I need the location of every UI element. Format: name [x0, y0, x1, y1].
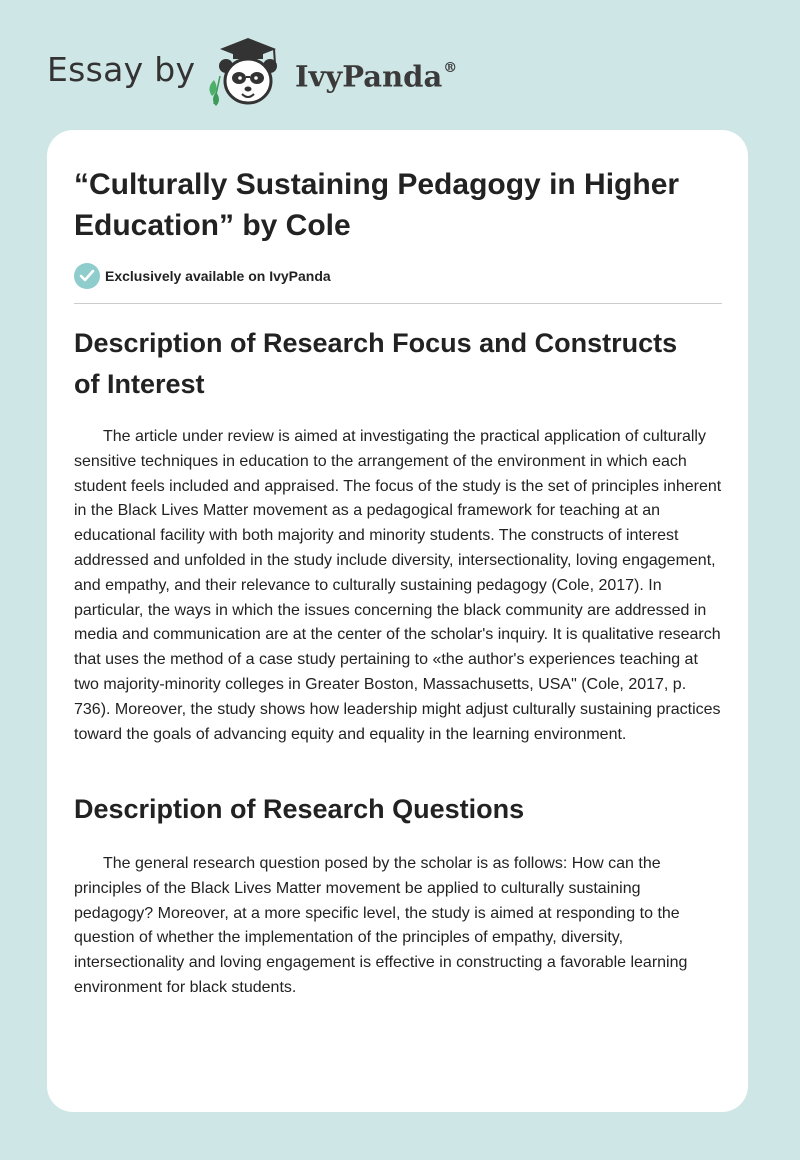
article-card [47, 130, 748, 1112]
section-paragraph: The article under review is aimed at investigating the practical application of culturally sensitive techniques in education to the arrangement of the environment in which each student feels included and appraised. The focus of the study is the set of principles inherent in the Black Lives Matter movement as a pedagogical framework for teaching at an educational facility with both majority and minority students. The constructs of interest addressed and unfolded in the study include diversity, intersectionality, loving engagement, and empathy, and their relevance to culturally sustaining pedagogy (Cole, 2017). In particular, the ways in which the issues concerning the black community are addressed in media and communication are at the center of the scholar's inquiry. It is qualitative research that uses the method of a case study pertaining to «the author's experiences teaching at two majority-minority colleges in Greater Boston, Massachusetts, USA" (Cole, 2017, p. 736). Moreover, the study shows how leadership might adjust culturally sustaining practices toward the goals of advancing equity and equality in the learning environment. [74, 428, 722, 743]
site-header [0, 0, 800, 130]
section-paragraph: The general research question posed by the scholar is as follows: How can the principles of the Black Lives Matter movement be applied to culturally sustaining pedagogy? Moreover, at a more specific level, the study is aimed at responding to the question of whether the implementation of the principles of empathy, diversity, intersectionality and loving engagement is effective in constructing a favorable learning environment for black students. [74, 855, 688, 996]
article-title: “Culturally Sustaining Pedagogy in Higher Education” by Cole [74, 168, 680, 242]
essay-by-label: Essay by [47, 50, 196, 89]
panda-logo-icon[interactable] [200, 34, 296, 108]
brand-name[interactable] [295, 52, 457, 97]
brand-text: IvyPanda [295, 59, 443, 94]
title-divider [74, 303, 722, 304]
section-heading: Description of Research Focus and Constructs of Interest [74, 328, 678, 399]
registered-mark: ® [443, 60, 458, 76]
exclusive-badge-text: Exclusively available on IvyPanda [105, 268, 331, 284]
section-heading: Description of Research Questions [74, 794, 525, 824]
exclusive-badge [74, 263, 331, 289]
check-icon [74, 263, 100, 289]
